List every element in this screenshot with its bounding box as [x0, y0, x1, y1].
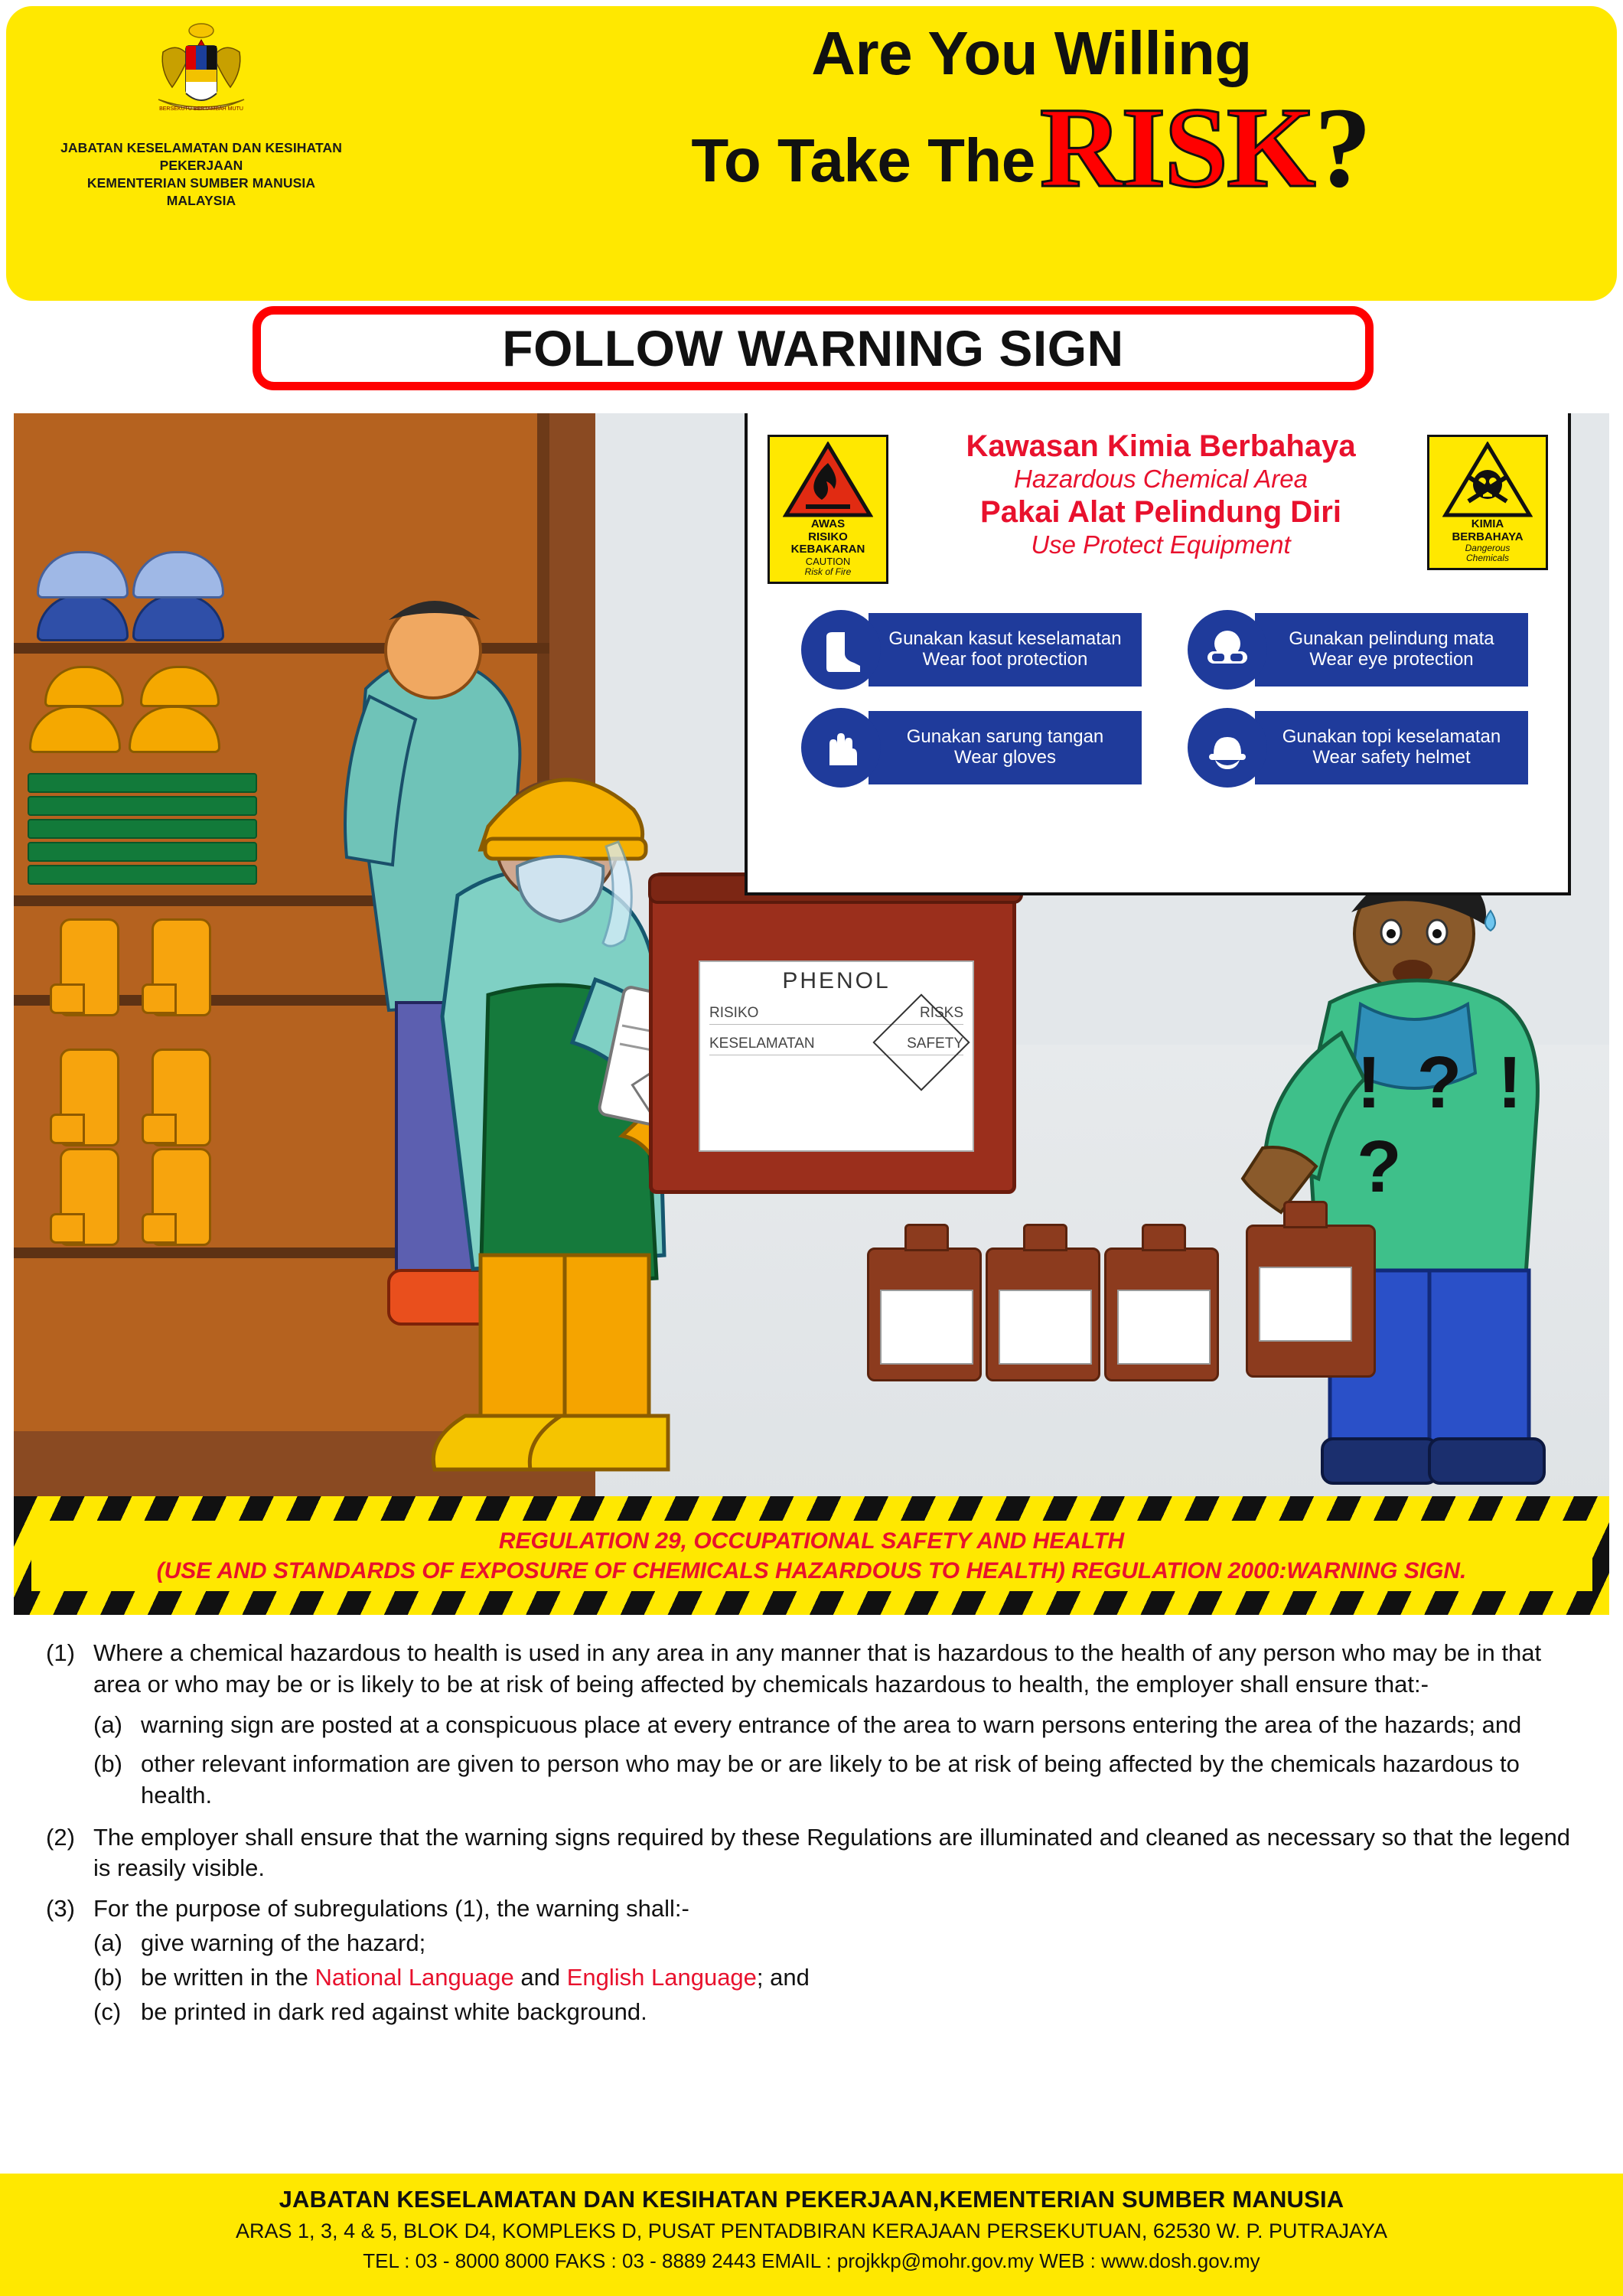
ppe-label-foot	[869, 613, 1142, 687]
svg-text:BERSEKUTU BERTAMBAH MUTU: BERSEKUTU BERTAMBAH MUTU	[159, 106, 243, 112]
bottle-cap	[1023, 1224, 1067, 1251]
regulation-3-text: For the purpose of subregulations (1), the warning shall:-	[93, 1895, 689, 1923]
fire-sign-line-2: RISIKO KEBAKARAN	[790, 530, 865, 556]
safety-goggles-icon	[1188, 610, 1267, 690]
drum-label-title: PHENOL	[782, 968, 891, 993]
agency-identity	[44, 20, 358, 210]
regulation-1a-number: (a)	[93, 1711, 122, 1738]
yellow-helmet-icon	[44, 666, 124, 707]
ppe-eye-en: Wear eye protection	[1309, 649, 1474, 670]
safety-gloves-icon	[801, 708, 881, 788]
title-line-2: To Take The	[691, 126, 1035, 194]
ppe-foot-en: Wear foot protection	[922, 649, 1088, 670]
fire-risk-warning-sign	[768, 435, 888, 584]
regulation-3-number: (3)	[46, 1895, 75, 1923]
ppe-item-foot-protection	[801, 608, 1142, 692]
blue-helmet-icon	[132, 594, 224, 641]
ppe-gloves-en: Wear gloves	[954, 747, 1056, 768]
sign-subtitle-ms: Pakai Alat Pelindung Diri	[980, 494, 1341, 529]
sign-title-en: Hazardous Chemical Area	[1014, 465, 1308, 493]
safety-boot-icon	[60, 1148, 119, 1246]
regulation-1-subitems	[46, 1710, 1584, 1812]
ppe-requirement-grid	[801, 608, 1528, 790]
ppe-item-eye-protection	[1188, 608, 1528, 692]
regulation-3a-text: give warning of the hazard;	[141, 1929, 426, 1957]
regulation-3b-number: (b)	[93, 1964, 122, 1991]
regulation-3b-text	[141, 1962, 1584, 1994]
ppe-label-eye	[1255, 613, 1528, 687]
regulation-item-2	[46, 1822, 1584, 1885]
sign-heading	[912, 429, 1410, 559]
tape-line-1: REGULATION 29, OCCUPATIONAL SAFETY AND HEALTH	[498, 1528, 1125, 1554]
regulation-3b-post: ; and	[756, 1964, 810, 1991]
white-helmet-icon	[37, 551, 129, 598]
banner-label: FOLLOW WARNING SIGN	[502, 320, 1124, 377]
footer-address: ARAS 1, 3, 4 & 5, BLOK D4, KOMPLEKS D, PUSAT PENTADBIRAN KERAJAAN PERSEKUTUAN, 62530 W. P. PUTRAJAYA	[236, 2219, 1387, 2242]
chemical-bottle	[867, 1247, 982, 1381]
ppe-label-helmet	[1255, 711, 1528, 784]
yellow-helmet-icon	[29, 706, 121, 753]
chem-sign-line-3: Dangerous	[1465, 543, 1511, 553]
ppe-helmet-ms: Gunakan topi keselamatan	[1282, 726, 1501, 748]
regulation-1b-number: (b)	[93, 1750, 122, 1777]
safety-helmet-icon	[1188, 708, 1267, 788]
ppe-gloves-ms: Gunakan sarung tangan	[906, 726, 1104, 748]
drum-label-safety-en: SAFETY	[907, 1035, 963, 1052]
regulation-1b	[93, 1749, 1584, 1812]
regulation-3b-mid: and	[513, 1964, 567, 1991]
safety-boot-icon	[152, 918, 211, 1016]
fire-triangle-icon	[783, 442, 873, 518]
regulation-3b	[93, 1962, 1584, 1994]
question-mark: ?	[1314, 84, 1372, 211]
regulation-1b-text: other relevant information are given to person who may be or are likely to be at risk of being affected by the chemicals hazardous to health.	[141, 1750, 1520, 1808]
bottle-cap	[1142, 1224, 1186, 1251]
agency-line-3: MALAYSIA	[166, 193, 236, 209]
poster-header	[6, 6, 1617, 301]
coverall-stack	[28, 865, 257, 885]
regulation-tape-banner	[14, 1496, 1609, 1615]
english-language-highlight: English Language	[566, 1964, 757, 1991]
bottle-cap	[1283, 1201, 1328, 1228]
title-line-1: Are You Willing	[811, 19, 1252, 87]
regulation-3c-number: (c)	[93, 1998, 122, 2026]
phenol-drum	[649, 872, 1016, 1194]
agency-line-1: JABATAN KESELAMATAN DAN KESIHATAN PEKERJAAN	[60, 140, 342, 174]
sign-title-ms: Kawasan Kimia Berbahaya	[966, 429, 1356, 463]
footer-department: JABATAN KESELAMATAN DAN KESIHATAN PEKERJAAN,KEMENTERIAN SUMBER MANUSIA	[279, 2186, 1344, 2213]
sign-subtitle-en: Use Protect Equipment	[1031, 530, 1291, 559]
regulation-3a-number: (a)	[93, 1929, 122, 1957]
yellow-helmet-icon	[140, 666, 220, 707]
safety-boot-icon	[152, 1148, 211, 1246]
ppe-foot-ms: Gunakan kasut keselamatan	[888, 628, 1122, 650]
national-language-highlight: National Language	[314, 1964, 514, 1991]
bottle-label	[1117, 1290, 1211, 1365]
drum-label-risk-en: RISKS	[919, 1005, 963, 1021]
regulation-3b-pre: be written in the	[141, 1964, 315, 1991]
ppe-eye-ms: Gunakan pelindung mata	[1289, 628, 1494, 650]
drum-label-safety-ms: KESELAMATAN	[709, 1035, 815, 1052]
tape-line-2: (USE AND STANDARDS OF EXPOSURE OF CHEMICALS HAZARDOUS TO HEALTH) REGULATION 2000:WARNING SIGN.	[156, 1557, 1467, 1583]
regulation-item-3	[46, 1893, 1584, 1925]
fire-sign-line-4: Risk of Fire	[804, 566, 852, 577]
footer-contact: TEL : 03 - 8000 8000 FAKS : 03 - 8889 2443 EMAIL : projkkp@mohr.gov.my WEB : www.dosh.gov.my	[363, 2249, 1260, 2272]
follow-warning-sign-banner	[253, 306, 1374, 390]
agency-name	[44, 139, 358, 210]
bottle-cap	[904, 1224, 949, 1251]
poster-title	[465, 19, 1598, 211]
yellow-helmet-icon	[129, 706, 220, 753]
poster-footer	[0, 2174, 1623, 2296]
bottle-label	[880, 1290, 973, 1365]
chem-sign-line-2: BERBAHAYA	[1452, 530, 1524, 543]
poster-illustration	[14, 413, 1609, 1504]
regulation-1-number: (1)	[46, 1639, 75, 1666]
regulation-3a	[93, 1928, 1584, 1959]
ppe-label-gloves	[869, 711, 1142, 784]
coverall-stack	[28, 773, 257, 793]
regulation-3c-text: be printed in dark red against white background.	[141, 1998, 647, 2026]
regulation-3-subitems	[46, 1928, 1584, 2028]
coverall-stack	[28, 796, 257, 816]
chemical-bottle-held	[1246, 1225, 1376, 1378]
malaysia-coat-of-arms-icon	[140, 20, 262, 135]
dangerous-chemicals-warning-sign	[1427, 435, 1548, 570]
regulation-text	[46, 1638, 1584, 2028]
ppe-item-gloves	[801, 706, 1142, 790]
safety-boot-icon	[60, 918, 119, 1016]
coverall-stack	[28, 842, 257, 862]
agency-line-2: KEMENTERIAN SUMBER MANUSIA	[86, 175, 316, 191]
safety-boot-icon	[801, 610, 881, 690]
tape-text-area	[31, 1521, 1592, 1591]
regulation-2-number: (2)	[46, 1823, 75, 1851]
regulation-1a-text: warning sign are posted at a conspicuous place at every entrance of the area to warn persons entering the area of the hazards; and	[141, 1711, 1522, 1738]
drum-label	[699, 960, 974, 1152]
regulation-1-text: Where a chemical hazardous to health is used in any area in any manner that is hazardous to the health of any person who may be in that area or who may be or is likely to be at risk of being affected by chemicals hazardous to health, the employer shall ensure that:-	[93, 1639, 1542, 1698]
exclamation-marks: ! ? ! ?	[1357, 1042, 1530, 1208]
white-helmet-icon	[132, 551, 224, 598]
regulation-item-1	[46, 1638, 1584, 1701]
coverall-stack	[28, 819, 257, 839]
bottle-label	[1259, 1267, 1352, 1342]
drum-label-risk-ms: RISIKO	[709, 1005, 759, 1021]
chemical-bottle	[986, 1247, 1100, 1381]
safety-boot-icon	[60, 1049, 119, 1146]
chem-sign-line-4: Chemicals	[1465, 553, 1509, 564]
blue-helmet-icon	[37, 594, 129, 641]
bottle-label	[999, 1290, 1092, 1365]
hazardous-chemical-area-sign	[745, 413, 1571, 895]
skull-triangle-icon	[1442, 442, 1533, 518]
regulation-1a	[93, 1710, 1584, 1741]
regulation-2-text: The employer shall ensure that the warning signs required by these Regulations are illuminated and cleaned as necessary so that the legend is reasily visible.	[93, 1823, 1571, 1882]
ppe-item-safety-helmet	[1188, 706, 1528, 790]
ppe-helmet-en: Wear safety helmet	[1312, 747, 1471, 768]
risk-word: RISK	[1039, 84, 1315, 211]
regulation-3c	[93, 1997, 1584, 2028]
chem-sign-line-1: KIMIA	[1471, 517, 1504, 530]
fire-sign-line-3: CAUTION	[805, 555, 851, 567]
chemical-bottle	[1104, 1247, 1219, 1381]
safety-boot-icon	[152, 1049, 211, 1146]
fire-sign-line-1: AWAS	[810, 517, 846, 530]
